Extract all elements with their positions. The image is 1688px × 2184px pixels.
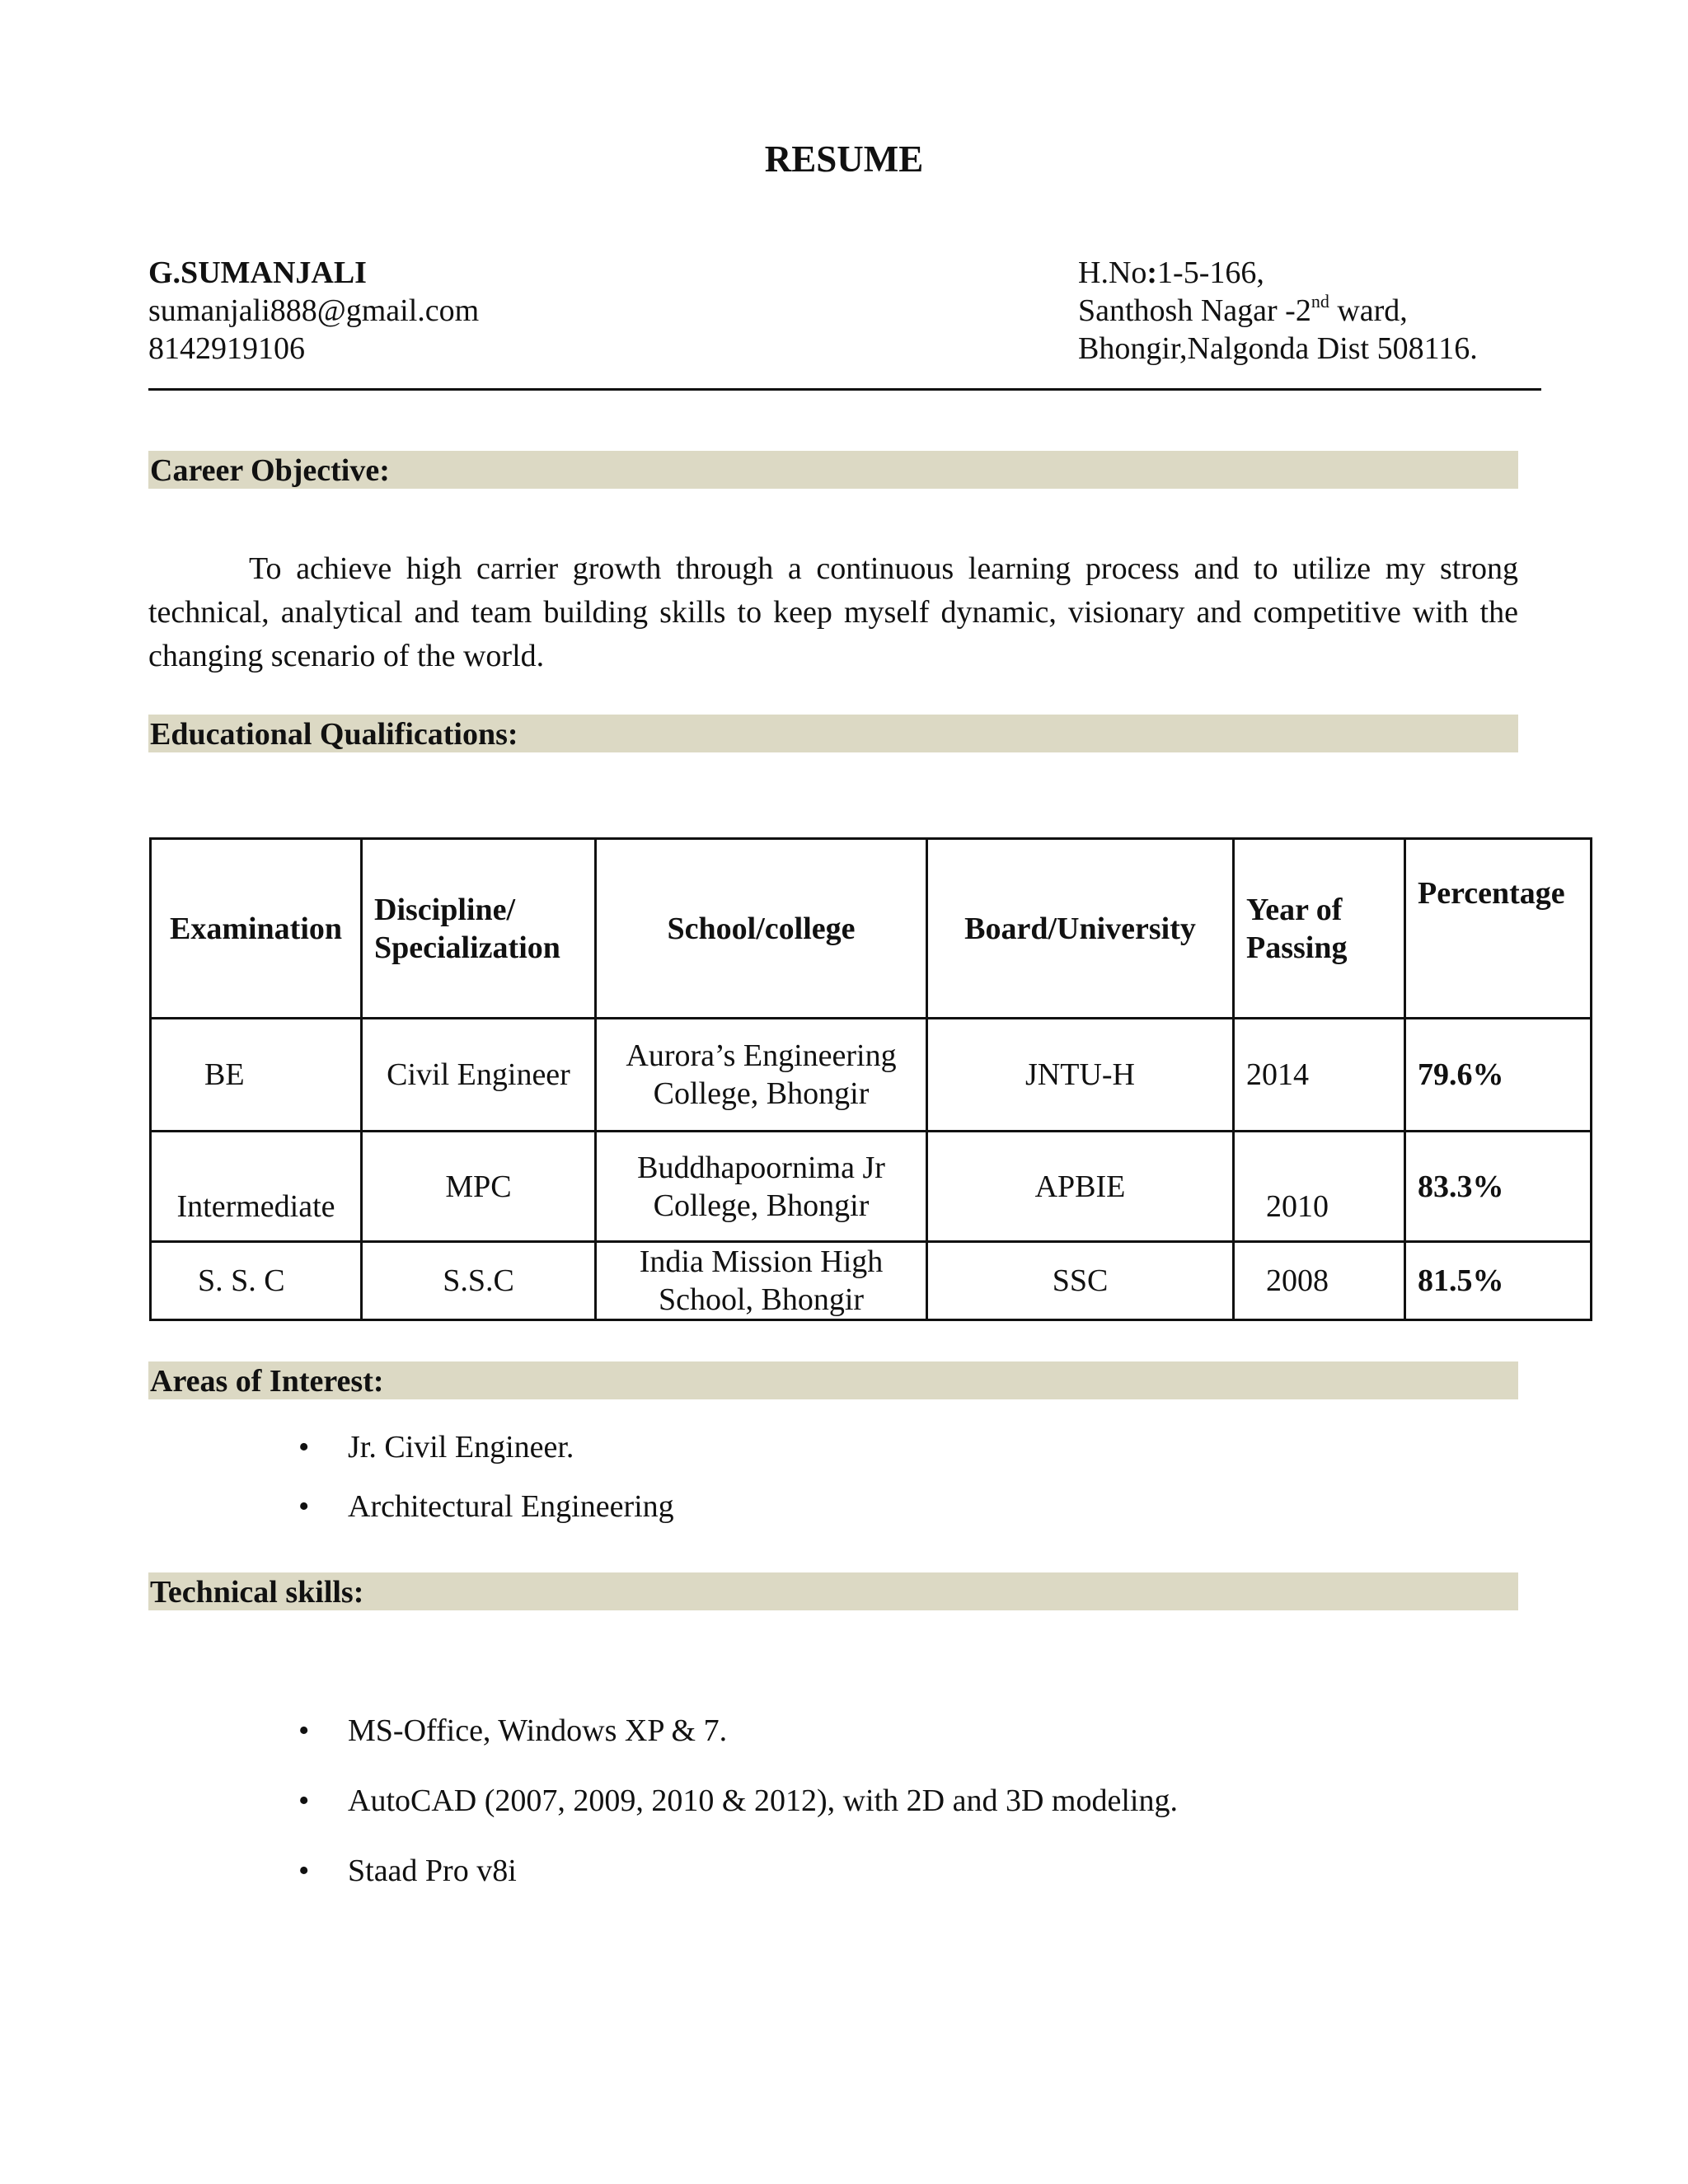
cell-discipline: MPC [362, 1132, 596, 1242]
email-address: sumanjali888@gmail.com [148, 293, 480, 328]
header-year: Year of Passing [1234, 839, 1405, 1019]
cell-exam: BE [151, 1019, 362, 1132]
bullet-icon: • [298, 1713, 310, 1748]
header-percentage: Percentage [1405, 839, 1592, 1019]
address-line-2-main: Santhosh Nagar -2 [1078, 293, 1311, 328]
list-item [0, 1418, 674, 1477]
address-number: 1-5-166, [1157, 255, 1264, 290]
cell-school: India Mission High School, Bhongir [596, 1242, 927, 1320]
cell-percentage: 81.5% [1405, 1242, 1592, 1320]
areas-of-interest-list [0, 1418, 674, 1536]
table-row [151, 1019, 1592, 1132]
technical-skills-list [0, 1696, 1178, 1906]
cell-percentage: 83.3% [1405, 1132, 1592, 1242]
cell-exam: Intermediate [151, 1132, 362, 1242]
address-ordinal-suffix: nd [1311, 291, 1329, 312]
list-item-text: Architectural Engineering [348, 1489, 674, 1524]
cell-school: Buddhapoornima Jr College, Bhongir [596, 1132, 927, 1242]
candidate-name: G.SUMANJALI [148, 255, 367, 290]
cell-school: Aurora’s Engineering College, Bhongir [596, 1019, 927, 1132]
header-discipline: Discipline/ Specialization [362, 839, 596, 1019]
career-objective-heading: Career Objective: [148, 451, 1518, 489]
header-board: Board/University [927, 839, 1234, 1019]
table-header-row [151, 839, 1592, 1019]
contact-block [148, 254, 479, 368]
list-item [0, 1766, 1178, 1836]
cell-percentage: 79.6% [1405, 1019, 1592, 1132]
list-item [0, 1836, 1178, 1906]
table-row [151, 1132, 1592, 1242]
address-colon: : [1146, 255, 1158, 290]
cell-year: 2010 [1234, 1132, 1405, 1242]
address-line-2 [1078, 292, 1478, 330]
list-item-text: Jr. Civil Engineer. [348, 1430, 574, 1465]
cell-discipline: S.S.C [362, 1242, 596, 1320]
bullet-icon: • [298, 1489, 310, 1524]
areas-of-interest-heading: Areas of Interest: [148, 1361, 1518, 1399]
address-line-2-tail: ward, [1329, 293, 1408, 328]
bullet-icon: • [298, 1783, 310, 1818]
header-school: School/college [596, 839, 927, 1019]
career-objective-text: To achieve high carrier growth through a continuous learning process and to utilize my strong technical, analytical and team building skills to keep myself dynamic, visionary and competitive with the changing scenario of the world. [148, 551, 1518, 673]
bullet-icon: • [298, 1430, 310, 1465]
address-block [1078, 254, 1478, 368]
header-divider [148, 388, 1541, 391]
list-item-text: AutoCAD (2007, 2009, 2010 & 2012), with 2D and 3D modeling. [348, 1783, 1178, 1818]
cell-discipline: Civil Engineer [362, 1019, 596, 1132]
cell-board: JNTU-H [927, 1019, 1234, 1132]
education-table [149, 837, 1592, 1321]
header-examination: Examination [151, 839, 362, 1019]
bullet-icon: • [298, 1854, 310, 1888]
cell-exam: S. S. C [151, 1242, 362, 1320]
list-item-text: MS-Office, Windows XP & 7. [348, 1713, 728, 1748]
table-row [151, 1242, 1592, 1320]
list-item-text: Staad Pro v8i [348, 1854, 517, 1888]
education-heading: Educational Qualifications: [148, 715, 1518, 752]
cell-year: 2008 [1234, 1242, 1405, 1320]
cell-board: SSC [927, 1242, 1234, 1320]
address-line-3: Bhongir,Nalgonda Dist 508116. [1078, 331, 1478, 366]
address-line-1 [1078, 254, 1478, 292]
list-item [0, 1477, 674, 1536]
resume-title: RESUME [764, 138, 924, 180]
phone-number: 8142919106 [148, 331, 305, 366]
technical-skills-heading: Technical skills: [148, 1572, 1518, 1610]
list-item [0, 1696, 1178, 1766]
cell-board: APBIE [927, 1132, 1234, 1242]
address-label: H.No [1078, 255, 1147, 290]
cell-year: 2014 [1234, 1019, 1405, 1132]
